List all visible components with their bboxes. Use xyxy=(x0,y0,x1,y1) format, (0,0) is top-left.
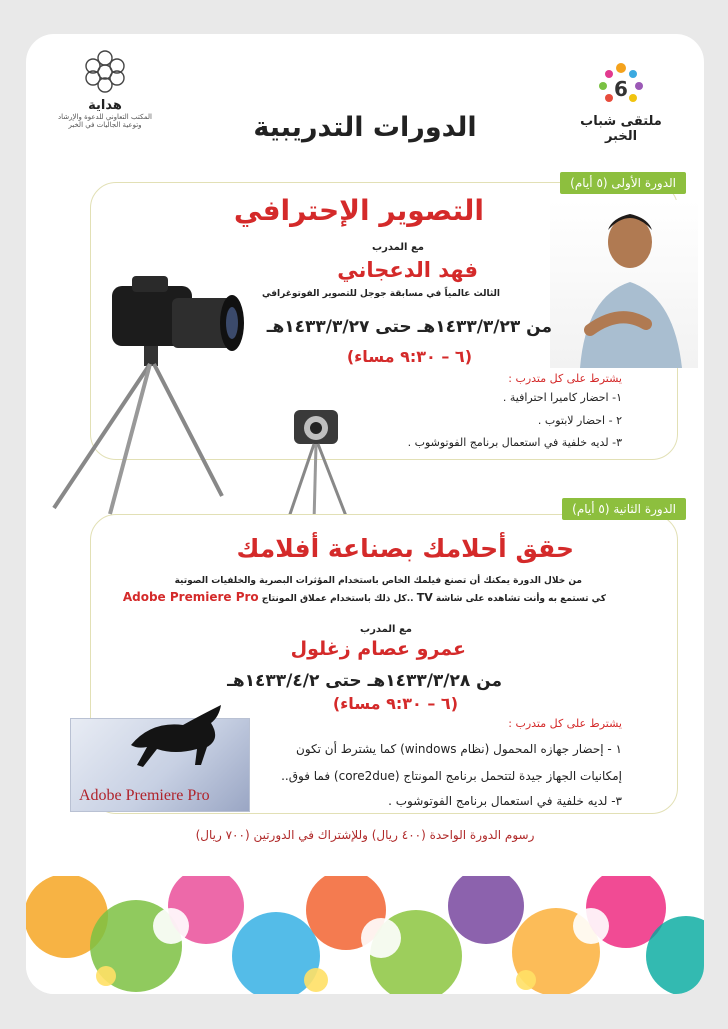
course-2-tag: الدورة الثانية (٥ أيام) xyxy=(562,498,686,520)
page-title: الدورات التدريبية xyxy=(253,112,477,143)
course-2-desc-1: من خلال الدورة يمكنك أن تصنع فيلمك الخاص باستخدام المؤثرات البصرية والخلفيات الصوتية xyxy=(174,576,582,586)
course-2-desc-2 xyxy=(123,590,606,604)
course-2-desc-2-brand: Adobe Premiere Pro xyxy=(122,590,259,604)
course-2-date: من ١٤٣٣/٣/٢٨هـ حتى ١٤٣٣/٤/٢هـ xyxy=(227,671,502,691)
course-1-with-trainer: مع المدرب xyxy=(372,242,424,253)
fees-line: رسوم الدورة الواحدة (٤٠٠ ريال) وللإشتراك في الدورتين (٧٠٠ ريال) xyxy=(195,828,535,842)
course-2-trainer-name: عمرو عصام زغلول xyxy=(290,638,466,660)
trainer-1-photo xyxy=(550,200,698,368)
left-logo-sub: المكتب التعاوني للدعوة والإرشاد وتوعية الجاليات في الخبر xyxy=(58,113,152,129)
flower-logo-icon xyxy=(80,48,130,94)
course-1-trainer-name: فهد الدعجاني xyxy=(337,258,478,282)
course-2-title: حقق أحلامك بصناعة أفلامك xyxy=(236,534,574,563)
course-1-req-head: يشترط على كل متدرب : xyxy=(508,372,622,385)
horse-icon xyxy=(71,699,249,769)
course-2-req-2: ٣- لديه خلفية في استعمال برنامج الفوتوشوب . xyxy=(388,794,622,808)
flyer-page xyxy=(26,34,704,994)
premiere-label: Adobe Premiere Pro xyxy=(79,787,210,804)
left-logo-text: هداية xyxy=(88,98,122,113)
dslr-camera-icon xyxy=(32,246,262,516)
right-logo-text: ملتقى شباب الخبر xyxy=(580,114,662,144)
course-1-req-1: ١- احضار كاميرا احترافية . xyxy=(502,391,622,404)
course-1-req-2: ٢ - احضار لابتوب . xyxy=(537,414,622,427)
course-2-req-head: يشترط على كل متدرب : xyxy=(508,717,622,730)
course-2-req-1-line-1: ١ - إحضار جهازه المحمول (نظام windows) كما يشترط أن تكون xyxy=(296,742,622,756)
colorful-bubbles-decoration xyxy=(26,876,704,994)
course-1-req-3: ٣- لديه خلفية في استعمال برنامج الفوتوشوب . xyxy=(407,436,622,449)
course-2-req-1-line-2: إمكانيات الجهاز جيدة لتتحمل برنامج المونتاج (core2due) فما فوق.. xyxy=(281,769,622,783)
course-2-desc-2-pre: كي تستمع به وأنت تشاهده على شاشة xyxy=(435,594,606,604)
svg-text:6: 6 xyxy=(614,77,628,101)
course-1-title: التصوير الإحترافي xyxy=(233,194,484,227)
course-2-time: (٦ – ٩:٣٠ مساء) xyxy=(332,694,458,713)
course-1-date: من ١٤٣٣/٣/٢٣هـ حتى ١٤٣٣/٣/٢٧هـ xyxy=(266,317,552,337)
course-1-time: (٦ – ٩:٣٠ مساء) xyxy=(346,347,472,366)
course-2-desc-2-tv: TV xyxy=(416,591,433,604)
course-2-desc-2-mid: ..كل ذلك باستخدام عملاق المونتاج xyxy=(261,594,414,604)
small-camera-icon xyxy=(274,404,374,524)
premiere-box-art xyxy=(70,718,250,812)
course-2-with-trainer: مع المدرب xyxy=(360,624,412,635)
course-1-tag: الدورة الأولى (٥ أيام) xyxy=(560,172,686,194)
course-1-trainer-note: الثالث عالمياً في مسابقة جوجل للتصوير الفوتوغرافي xyxy=(262,289,500,299)
people-logo-icon xyxy=(591,60,651,110)
